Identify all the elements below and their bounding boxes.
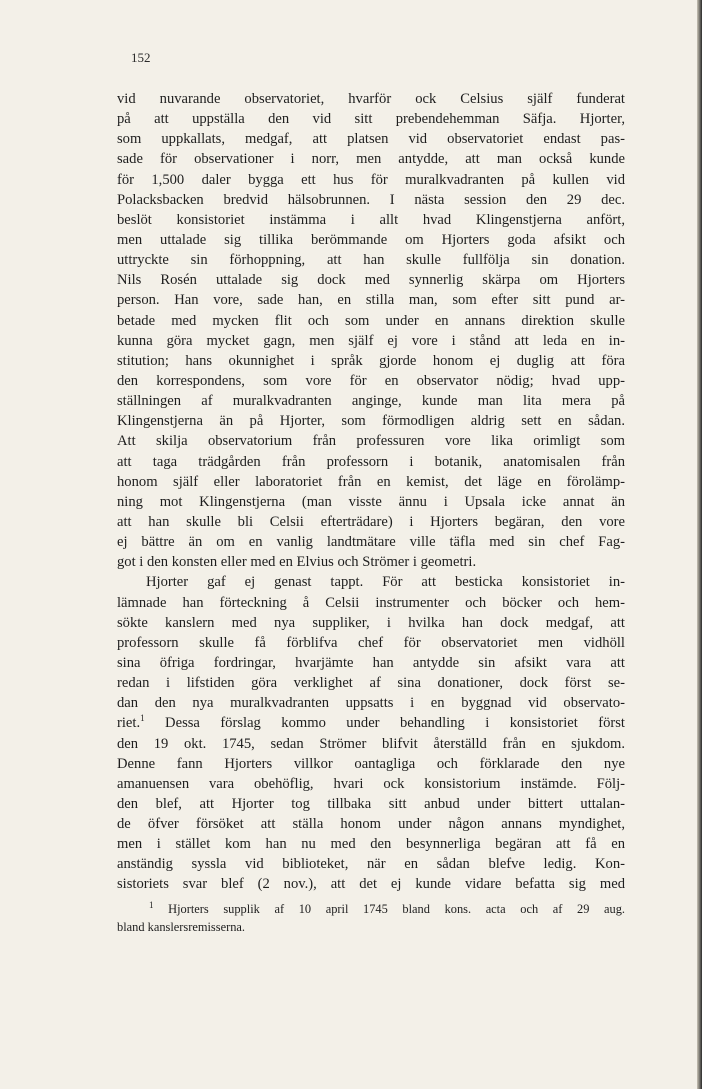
text-line: att taga trädgården från professorn i botanik, anatomisalen från	[117, 453, 625, 470]
text-line: sade för observationer i norr, men antydde, att man också kunde	[117, 151, 625, 168]
text-line: den blef, att Hjorter tog tillbaka sitt anbud under bittert uttalan-	[117, 795, 625, 812]
page-number: 152	[131, 50, 151, 65]
text-line: den 19 okt. 1745, sedan Strömer blifvit återställd från en sjukdom.	[117, 735, 625, 752]
text-line: vid nuvarande observatoriet, hvarför ock Celsius själf funderat	[117, 91, 625, 107]
text-line: betade med mycken flit och som under en annans direktion skulle	[117, 312, 625, 329]
text-line: honom själf eller laboratoriet från en kemist, det läge en förolämp-	[117, 473, 625, 490]
text-line: som uppkallats, medgaf, att platsen vid observatoriet endast pas-	[117, 131, 625, 148]
text-line: Polacksbacken bredvid hälsobrunnen. I nästa session den 29 dec.	[117, 191, 625, 208]
footnote-line: bland kanslersremisserna.	[117, 920, 245, 934]
footnote-text: Hjorters supplik af 10 april 1745 bland kons. acta och af 29 aug.	[168, 902, 625, 916]
text-line: Att skilja observatorium från professuren vore lika orimligt som	[117, 433, 625, 450]
text-line: beslöt konsistoriet instämma i allt hvad Klingenstjerna anfört,	[117, 211, 625, 228]
text-line: men uttalade sig tillika berömmande om Hjorters goda afsikt och	[117, 231, 625, 248]
footnote-number: 1	[149, 899, 154, 910]
text-line-with-footnote	[117, 713, 625, 733]
body-text	[117, 89, 625, 895]
text-line: amanuensen vara obehöflig, hvari ock konsistorium instämde. Följ-	[117, 775, 625, 792]
text-fragment: Dessa förslag kommo under behandling i konsistoriet först	[165, 715, 625, 732]
text-line: stitution; hans okunnighet i språk gjorde honom ej duglig att föra	[117, 352, 625, 369]
text-line: Klingenstjerna än på Hjorter, som förmodligen aldrig sett en sådan.	[117, 413, 625, 430]
text-line: ej bättre än om en vanlig landtmätare ville täfla med sin chef Fag-	[117, 534, 625, 551]
footnote-line	[117, 900, 625, 918]
text-line: för 1,500 daler bygga ett hus för muralkvadranten på kullen vid	[117, 171, 625, 188]
footnote	[117, 900, 625, 936]
text-line: uttryckte sin förhoppning, att han skulle fullfölja sin donation.	[117, 252, 625, 269]
page-edge-shadow	[697, 0, 702, 1089]
text-line: sökte kanslern med nya suppliker, i hvilka han dock medgaf, att	[117, 614, 625, 631]
text-line: att han skulle bli Celsii efterträdare) i Hjorters begäran, den vore	[117, 513, 625, 530]
text-line: sina öfriga fordringar, hvarjämte han antydde sin afsikt vara att	[117, 654, 625, 671]
text-line: Nils Rosén uttalade sig dock med synnerlig skärpa om Hjorters	[117, 272, 625, 289]
text-line: got i den konsten eller med en Elvius och Strömer i geometri.	[117, 554, 477, 571]
text-line: men i stället kom han nu med den besynnerliga begäran att få en	[117, 836, 625, 853]
text-line: lämnade han förteckning å Celsii instrumenter och böcker och hem-	[117, 594, 625, 611]
text-line: Denne fann Hjorters villkor oantagliga och förklarade den nye	[117, 755, 625, 772]
text-line: person. Han vore, sade han, en stilla man, som efter sitt pund ar-	[117, 292, 625, 309]
text-line: anständig syssla vid biblioteket, när en sådan blefve ledig. Kon-	[117, 856, 625, 873]
text-line: de öfver försöket att ställa honom under någon annans myndighet,	[117, 816, 625, 833]
footnote-marker: 1	[140, 713, 145, 724]
text-line: ning mot Klingenstjerna (man visste ännu i Upsala icke annat än	[117, 493, 625, 510]
text-line: redan i lifstiden göra verklighet af sina donationer, dock först se-	[117, 675, 625, 692]
text-line: professorn skulle få förblifva chef för observatoriet men vidhöll	[117, 634, 625, 651]
text-fragment: riet.	[117, 715, 141, 732]
text-line: kunna göra mycket gagn, men själf ej vore i stånd att leda en in-	[117, 332, 625, 349]
text-line: sistoriets svar blef (2 nov.), att det ej kunde vidare befatta sig med	[117, 876, 625, 893]
text-line: dan den nya muralkvadranten uppsatts i en byggnad vid observato-	[117, 695, 625, 712]
text-line: Hjorter gaf ej genast tappt. För att besticka konsistoriet in-	[146, 574, 625, 591]
text-line: ställningen af muralkvadranten anginge, kunde man lita mera på	[117, 393, 625, 410]
text-line: på att uppställa den vid sitt prebendehemman Säfja. Hjorter,	[117, 111, 625, 128]
text-line: den korrespondens, som vore för en observator nödig; hvad upp-	[117, 372, 625, 389]
